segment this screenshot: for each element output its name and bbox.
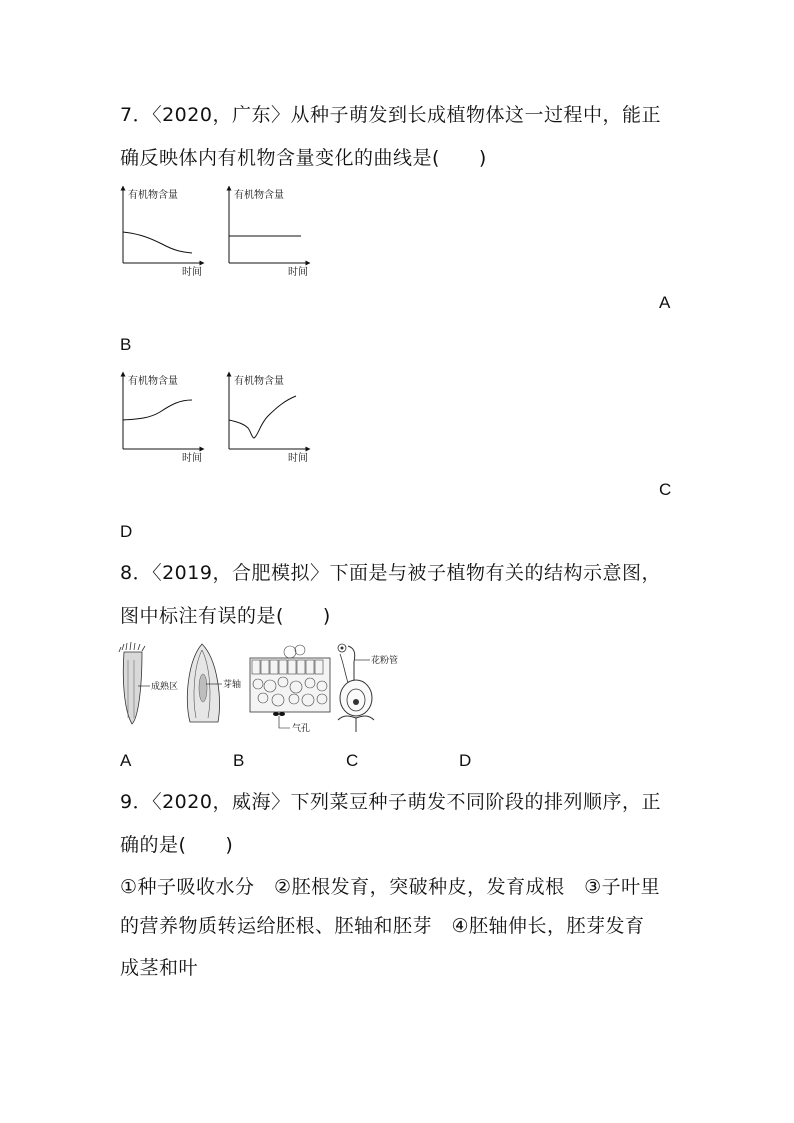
q8-option-a: A — [120, 751, 132, 770]
q8-label-d: 花粉管 — [371, 656, 399, 666]
q8-option-b: B — [233, 751, 245, 770]
q7-option-b: B — [120, 335, 132, 354]
q8-option-c: C — [346, 751, 359, 770]
q8-label-a: 成熟区 — [151, 682, 179, 692]
q7-graph-c-ylabel: 有机物含量 — [128, 376, 178, 387]
leaf-section-drawing — [250, 645, 330, 734]
q9-stem-line1: 9．〈2020，威海〉下列菜豆种子萌发不同阶段的排列顺序，正 — [120, 791, 661, 813]
q9-stem-line4: 的营养物质转运给胚根、胚轴和胚芽 ④胚轴伸长，胚芽发育 — [120, 915, 645, 937]
q7-graph-b — [226, 186, 316, 278]
q7-graph-b-xlabel: 时间 — [288, 267, 308, 278]
q7-graph-a-xlabel: 时间 — [182, 267, 202, 278]
bud-drawing — [187, 644, 241, 722]
q8-label-b: 芽轴 — [223, 680, 242, 690]
q7-stem-line2: 确反映体内有机物含量变化的曲线是( ) — [120, 147, 487, 169]
q9-stem-line3: ①种子吸收水分 ②胚根发育，突破种皮，发育成根 ③子叶里 — [120, 876, 661, 898]
q7-graph-d-xlabel: 时间 — [288, 453, 308, 464]
q7-graph-a-ylabel: 有机物含量 — [128, 190, 178, 201]
q9-stem-line2: 确的是( ) — [120, 834, 234, 856]
pistil-drawing — [338, 644, 398, 732]
q7-graph-d — [226, 372, 316, 464]
q7-graph-a — [120, 186, 210, 278]
q8-label-c: 气孔 — [292, 724, 311, 734]
q7-graph-d-ylabel: 有机物含量 — [234, 376, 284, 387]
q7-graph-c — [120, 372, 210, 464]
q7-graph-b-ylabel: 有机物含量 — [234, 190, 284, 201]
q7-graph-c-xlabel: 时间 — [182, 453, 202, 464]
q8-stem-line1: 8．〈2019，合肥模拟〉下面是与被子植物有关的结构示意图， — [120, 562, 661, 584]
q7-stem-line1: 7．〈2020，广东〉从种子萌发到长成植物体这一过程中，能正 — [120, 104, 661, 126]
q8-stem-line2: 图中标注有误的是( ) — [120, 605, 331, 627]
q7-option-c: C — [659, 480, 672, 499]
q8-option-d: D — [459, 751, 472, 770]
q9-stem-line5: 成茎和叶 — [120, 957, 199, 979]
q7-option-d: D — [120, 522, 133, 541]
q7-option-a: A — [659, 293, 671, 312]
q8-structure-figure — [118, 640, 418, 740]
root-tip-drawing — [119, 642, 178, 724]
